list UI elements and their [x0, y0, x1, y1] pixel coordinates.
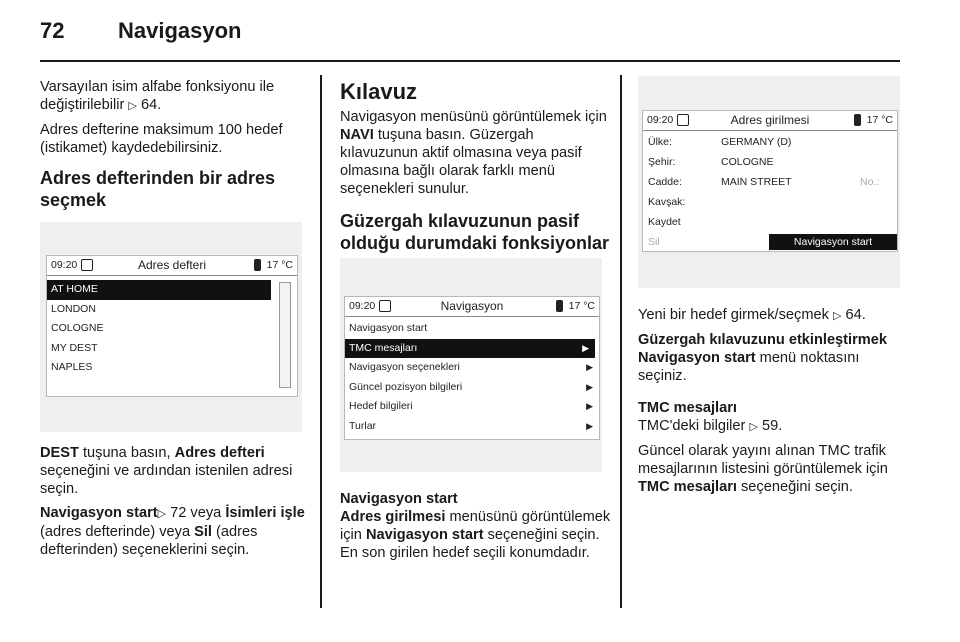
status-bar: [345, 297, 599, 317]
status-bar: [47, 256, 297, 276]
start-navigation-button[interactable]: Navigasyon start: [769, 234, 897, 250]
clock: 09:20: [51, 259, 78, 271]
subsection-heading: Güzergah kılavuzunun pasif olduğu durumdaki fonksiyonlar: [340, 211, 610, 253]
list-item[interactable]: MY DEST: [51, 341, 98, 354]
arrow-ref-icon: ▷: [832, 310, 842, 322]
arrow-ref-icon: ▷: [749, 421, 758, 433]
menu-item[interactable]: Navigasyon seçenekleri ▶: [345, 358, 599, 378]
chevron-right-icon: ▶: [586, 381, 593, 392]
paragraph: Yeni bir hedef girmek/seçmek ▷ 64.: [638, 307, 866, 323]
list-item[interactable]: NAPLES: [51, 361, 93, 373]
screenshot-navigation-menu: [340, 258, 602, 472]
section-heading: Kılavuz: [340, 79, 418, 104]
list-item[interactable]: LONDON: [51, 302, 96, 315]
paragraph: Adres defterine maksimum 100 hedef (istikamet) kaydedebilirsiniz.: [40, 122, 283, 156]
paragraph: Güzergah kılavuzunu etkinleştirmek Navigasyon start menü noktasını seçiniz.: [638, 332, 887, 384]
column-2: [340, 80, 610, 254]
column-1: [40, 78, 312, 211]
screen: [642, 110, 898, 252]
subsection-heading: TMC mesajları: [638, 400, 737, 416]
street-field[interactable]: Cadde: MAIN STREET No.:: [643, 172, 897, 192]
paragraph: DEST tuşuna basın, Adres defteri seçeneğini ve ardından istenilen adresi seçin.: [40, 445, 293, 497]
section-heading: Adres defterinden bir adres seçmek: [40, 168, 276, 210]
chevron-right-icon: ▶: [582, 342, 589, 353]
paragraph: Varsayılan isim alfabe fonksiyonu ile değiştirilebilir ▷ 64.: [40, 79, 275, 113]
delete-button[interactable]: Sil: [648, 236, 660, 248]
subsection-heading: Navigasyon start: [340, 491, 458, 507]
screen-title: Navigasyon: [440, 299, 504, 313]
list-item[interactable]: AT HOME: [47, 280, 271, 300]
screen: [344, 296, 600, 440]
temperature: 17 °C: [568, 300, 595, 312]
page-number: 72: [40, 18, 65, 43]
paragraph: Navigasyon start▷ 72 veya İsimleri işle (adres defterinde) veya Sil (adres defterinden) seçeneklerini seçin.: [40, 505, 305, 558]
country-field[interactable]: Ülke: GERMANY (D): [648, 136, 792, 148]
thermometer-icon: [556, 300, 563, 312]
thermometer-icon: [254, 259, 261, 271]
menu-item[interactable]: Hedef bilgileri ▶: [345, 397, 599, 417]
clock: 09:20: [647, 114, 674, 126]
chevron-right-icon: ▶: [586, 420, 593, 431]
screenshot-address-book: [40, 222, 302, 432]
arrow-ref-icon: ▷: [128, 100, 137, 112]
thermometer-icon: [854, 114, 861, 126]
screen-title: Adres defteri: [137, 258, 207, 272]
temperature: 17 °C: [866, 114, 893, 126]
screenshot-address-entry: [638, 76, 900, 288]
menu-item[interactable]: TMC mesajları ▶: [345, 339, 595, 359]
column-divider: [320, 75, 322, 608]
junction-field[interactable]: Kavşak:: [648, 196, 686, 208]
list-item[interactable]: COLOGNE: [51, 322, 104, 334]
paragraph: Güncel olarak yayını alınan TMC trafik mesajlarının listesini görüntülemek için TMC mesajları seçeneğini seçin.: [638, 443, 888, 495]
paragraph: Navigasyon menüsünü görüntülemek için NAVI tuşuna basın. Güzergah kılavuzunun aktif olmasına veya pasif olmasına bağlı olarak farklı menü seçenekleri sunulur.: [340, 109, 607, 197]
menu-item[interactable]: Turlar ▶: [345, 417, 599, 437]
screen-title: Adres girilmesi: [730, 113, 810, 127]
menu-item[interactable]: Navigasyon start: [349, 322, 428, 334]
status-bar: [643, 111, 897, 131]
page-title: Navigasyon: [118, 18, 242, 43]
temperature: 17 °C: [266, 259, 293, 271]
screen: [46, 255, 298, 397]
column-3: [638, 306, 900, 502]
clock: 09:20: [349, 300, 376, 312]
city-field[interactable]: Şehir: COLOGNE: [648, 156, 774, 168]
column-1-bottom: [40, 444, 312, 565]
header-rule: [40, 60, 900, 62]
chevron-right-icon: ▶: [586, 401, 593, 411]
chevron-right-icon: ▶: [586, 362, 593, 372]
paragraph: TMC'deki bilgiler ▷ 59.: [638, 418, 783, 434]
house-number-field[interactable]: No.:: [860, 176, 880, 188]
arrow-ref-icon: ▷: [157, 508, 167, 520]
save-button[interactable]: Kaydet: [648, 216, 681, 228]
column-divider: [620, 75, 622, 608]
column-2-bottom: [340, 490, 612, 568]
paragraph: Adres girilmesi menüsünü görüntülemek için Navigasyon start seçeneğini seçin. En son girilen hedef seçili konumdadır.: [340, 509, 611, 561]
page-header: [40, 18, 242, 44]
scrollbar[interactable]: [279, 282, 291, 388]
menu-item[interactable]: Güncel pozisyon bilgileri ▶: [345, 378, 599, 398]
